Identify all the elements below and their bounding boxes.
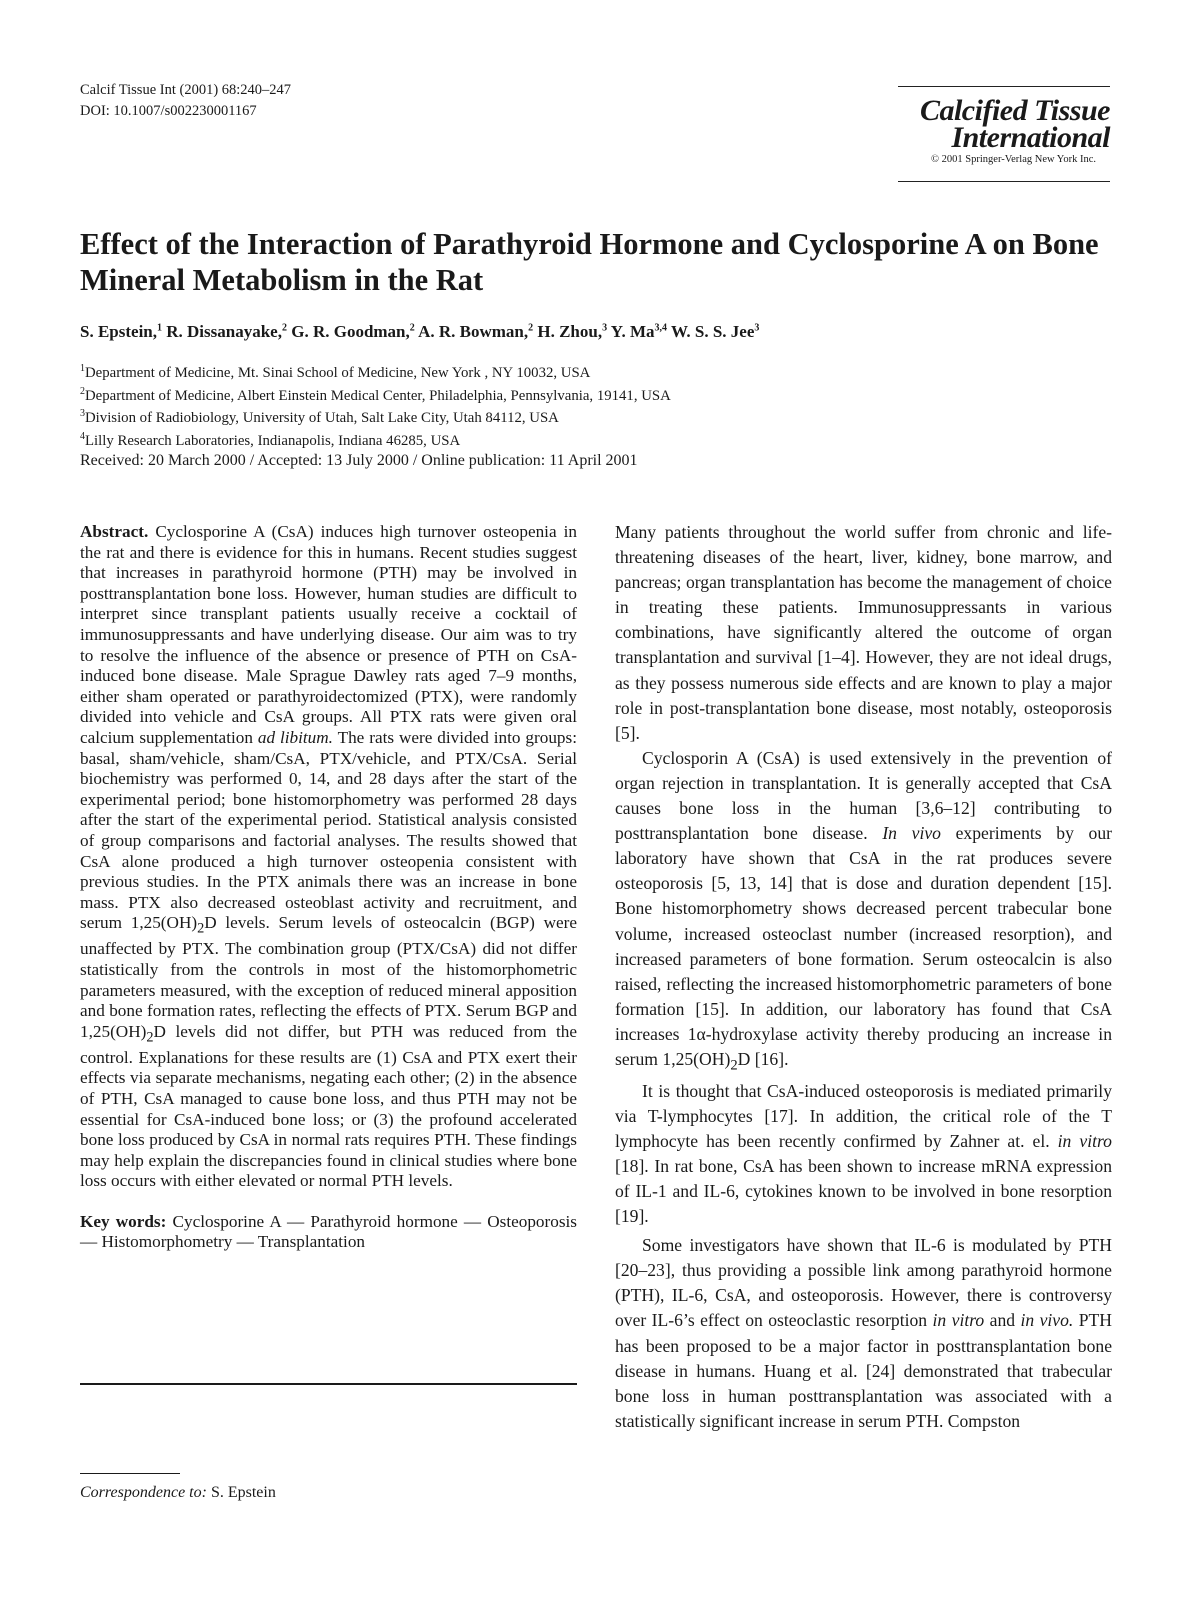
affiliation: $^2$Department of Medicine, Albert Einstein Medical Center, Philadelphia, Pennsylvania, 19141, USA [80,385,671,404]
affiliation: $^1$Department of Medicine, Mt. Sinai School of Medicine, New York , NY 10032, USA [80,363,591,381]
publication-dates: Received: 20 March 2000 / Accepted: 13 July 2000 / Online publication: 11 April 2001 [80,452,638,469]
citation-line: Calcif Tissue Int (2001) 68:240–247 [80,82,292,98]
author: H. Zhou,$^3$ [537,322,608,341]
paper-title: Effect of the Interaction of Parathyroid Hormone and Cyclosporine A on Bone Mineral Metabolism in the Rat [80,227,1099,297]
doi-line: DOI: 10.1007/s002230001167 [80,103,257,119]
body-paragraph: Some investigators have shown that IL-6 is modulated by PTH [20–23], thus providing a possible link among parathyroid hormone (PTH), IL-6, CsA, and osteoporosis. However, there is controversy over IL-6’s effect on osteoclastic resorption in vitro and in vivo. PTH has been proposed to be a major factor in posttransplantation bone disease in humans. Huang et al. [24] demonstrated that trabecular bone loss in human posttransplantation was associated with a statistically significant increase in serum PTH. Compston [615,1235,1112,1431]
section-divider [80,1383,577,1385]
citation-header [80,80,291,122]
journal-name-line1: Calcified Tissue [919,94,1110,127]
correspondence-label: Correspondence to: [80,1484,207,1501]
body-paragraph: Cyclosporin A (CsA) is used extensively in the prevention of organ rejection in transplantation. It is generally accepted that CsA causes bone loss in the human [3,6–12] contributing to posttransplantation bone disease. In vivo experiments by our laboratory have shown that CsA in the rat produces severe osteoporosis [5, 13, 14] that is dose and duration dependent [15]. Bone histomorphometry shows decreased percent trabecular bone volume, increased osteoclast number (increased resorption), and increased parameters of bone formation. Serum osteocalcin is also raised, reflecting the increased histomorphometric parameters of bone formation [15]. In addition, our laboratory has found that CsA increases 1α-hydroxylase activity thereby producing an increase in serum $1,25(OH)_2D$ [16]. [615,747,1112,1074]
author: S. Epstein,$^1$ [80,322,162,341]
affiliation: $^4$Lilly Research Laboratories, Indianapolis, Indiana 46285, USA [80,430,461,449]
footnote-divider [80,1473,180,1474]
author: A. R. Bowman,$^2$ [418,322,534,341]
author: W. S. S. Jee$^3$ [670,322,760,341]
abstract-column [80,522,577,1253]
abstract: Abstract. Cyclosporine A (CsA) induces high turnover osteopenia in the rat and there is evidence for this in humans. Recent studies suggest that increases in parathyroid hormone (PTH) may be involved in posttransplantation bone loss. However, human studies are difficult to interpret since transplant patients usually receive a cocktail of immunosuppressants and have underlying disease. Our aim was to try to resolve the influence of the absence or presence of PTH on CsA-induced bone disease. Male Sprague Dawley rats aged 7–9 months, either sham operated or parathyroidectomized (PTX), were randomly divided into vehicle and CsA groups. All PTX rats were given oral calcium supplementation ad libitum. The rats were divided into groups: basal, sham/vehicle, sham/CsA, PTX/vehicle, and PTX/CsA. Serial biochemistry was performed 0, 14, and 28 days after the start of the experimental period; bone histomorphometry was performed 28 days after the start of the experimental period. Statistical analysis consisted of group comparisons and factorial analyses. The results showed that CsA alone produced a high turnover osteopenia consistent with previous studies. In the PTX animals there was an increase in bone mass. PTX also decreased osteoblast activity and recruitment, and serum $1,25(OH)_2D$ levels. Serum levels of osteocalcin (BGP) were unaffected by PTX. The combination group (PTX/CsA) did not differ statistically from the controls in most of the histomorphometric parameters measured, with the exception of reduced mineral apposition and bone formation rates, reflecting the effects of PTX. Serum BGP and $1,25(OH)_2D$ levels did not differ, but PTH was reduced from the control. Explanations for these results are (1) CsA and PTX exert their effects via separate mechanisms, negating each other; (2) in the absence of PTH, CsA managed to cause bone loss, and thus PTH may not be essential for CsA-induced bone loss; or (3) the profound accelerated bone loss produced by CsA in normal rats requires PTH. These findings may help explain the discrepancies found in clinical studies where bone loss occurs with either elevated or normal PTH levels. [80,522,578,1191]
journal-logo [898,86,1110,182]
affiliation: $^3$Division of Radiobiology, University of Utah, Salt Lake City, Utah 84112, USA [80,408,559,426]
author: Y. Ma$^{3,4}$ [610,322,667,341]
author: R. Dissanayake,$^2$ [166,322,287,341]
author: G. R. Goodman,$^2$ [291,322,415,341]
correspondence-name: S. Epstein [210,1484,276,1501]
keywords: Key words: Cyclosporine A — Parathyroid hormone — Osteoporosis — Histomorphometry — Transplantation [80,1211,578,1252]
abstract-label: Abstract. [80,522,149,541]
copyright-notice: © 2001 Springer-Verlag New York Inc. [931,154,1096,165]
author-list [80,322,1120,342]
affiliations [80,360,671,450]
body-paragraph: Many patients throughout the world suffer from chronic and life-threatening diseases of the heart, liver, kidney, bone marrow, and pancreas; organ transplantation has become the management of choice in treating these patients. Immunosuppressants in various combinations, have significantly altered the outcome of organ transplantation and survival [1–4]. However, they are not ideal drugs, as they possess numerous side effects and are known to play a major role in post-transplantation bone disease, most notably, osteoporosis [5]. [615,522,1112,743]
correspondence-note [80,1484,276,1502]
body-column [615,520,1112,1434]
keywords-label: Key words: [80,1211,167,1231]
journal-name [898,94,1110,154]
body-paragraph: It is thought that CsA-induced osteoporosis is mediated primarily via T-lymphocytes [17]. In addition, the critical role of the T lymphocyte has been recently confirmed by Zahner at. el. in vitro [18]. In rat bone, CsA has been shown to increase mRNA expression of IL-1 and IL-6, cytokines known to be involved in bone resorption [19]. [615,1080,1112,1227]
journal-name-line2: International [951,121,1110,154]
